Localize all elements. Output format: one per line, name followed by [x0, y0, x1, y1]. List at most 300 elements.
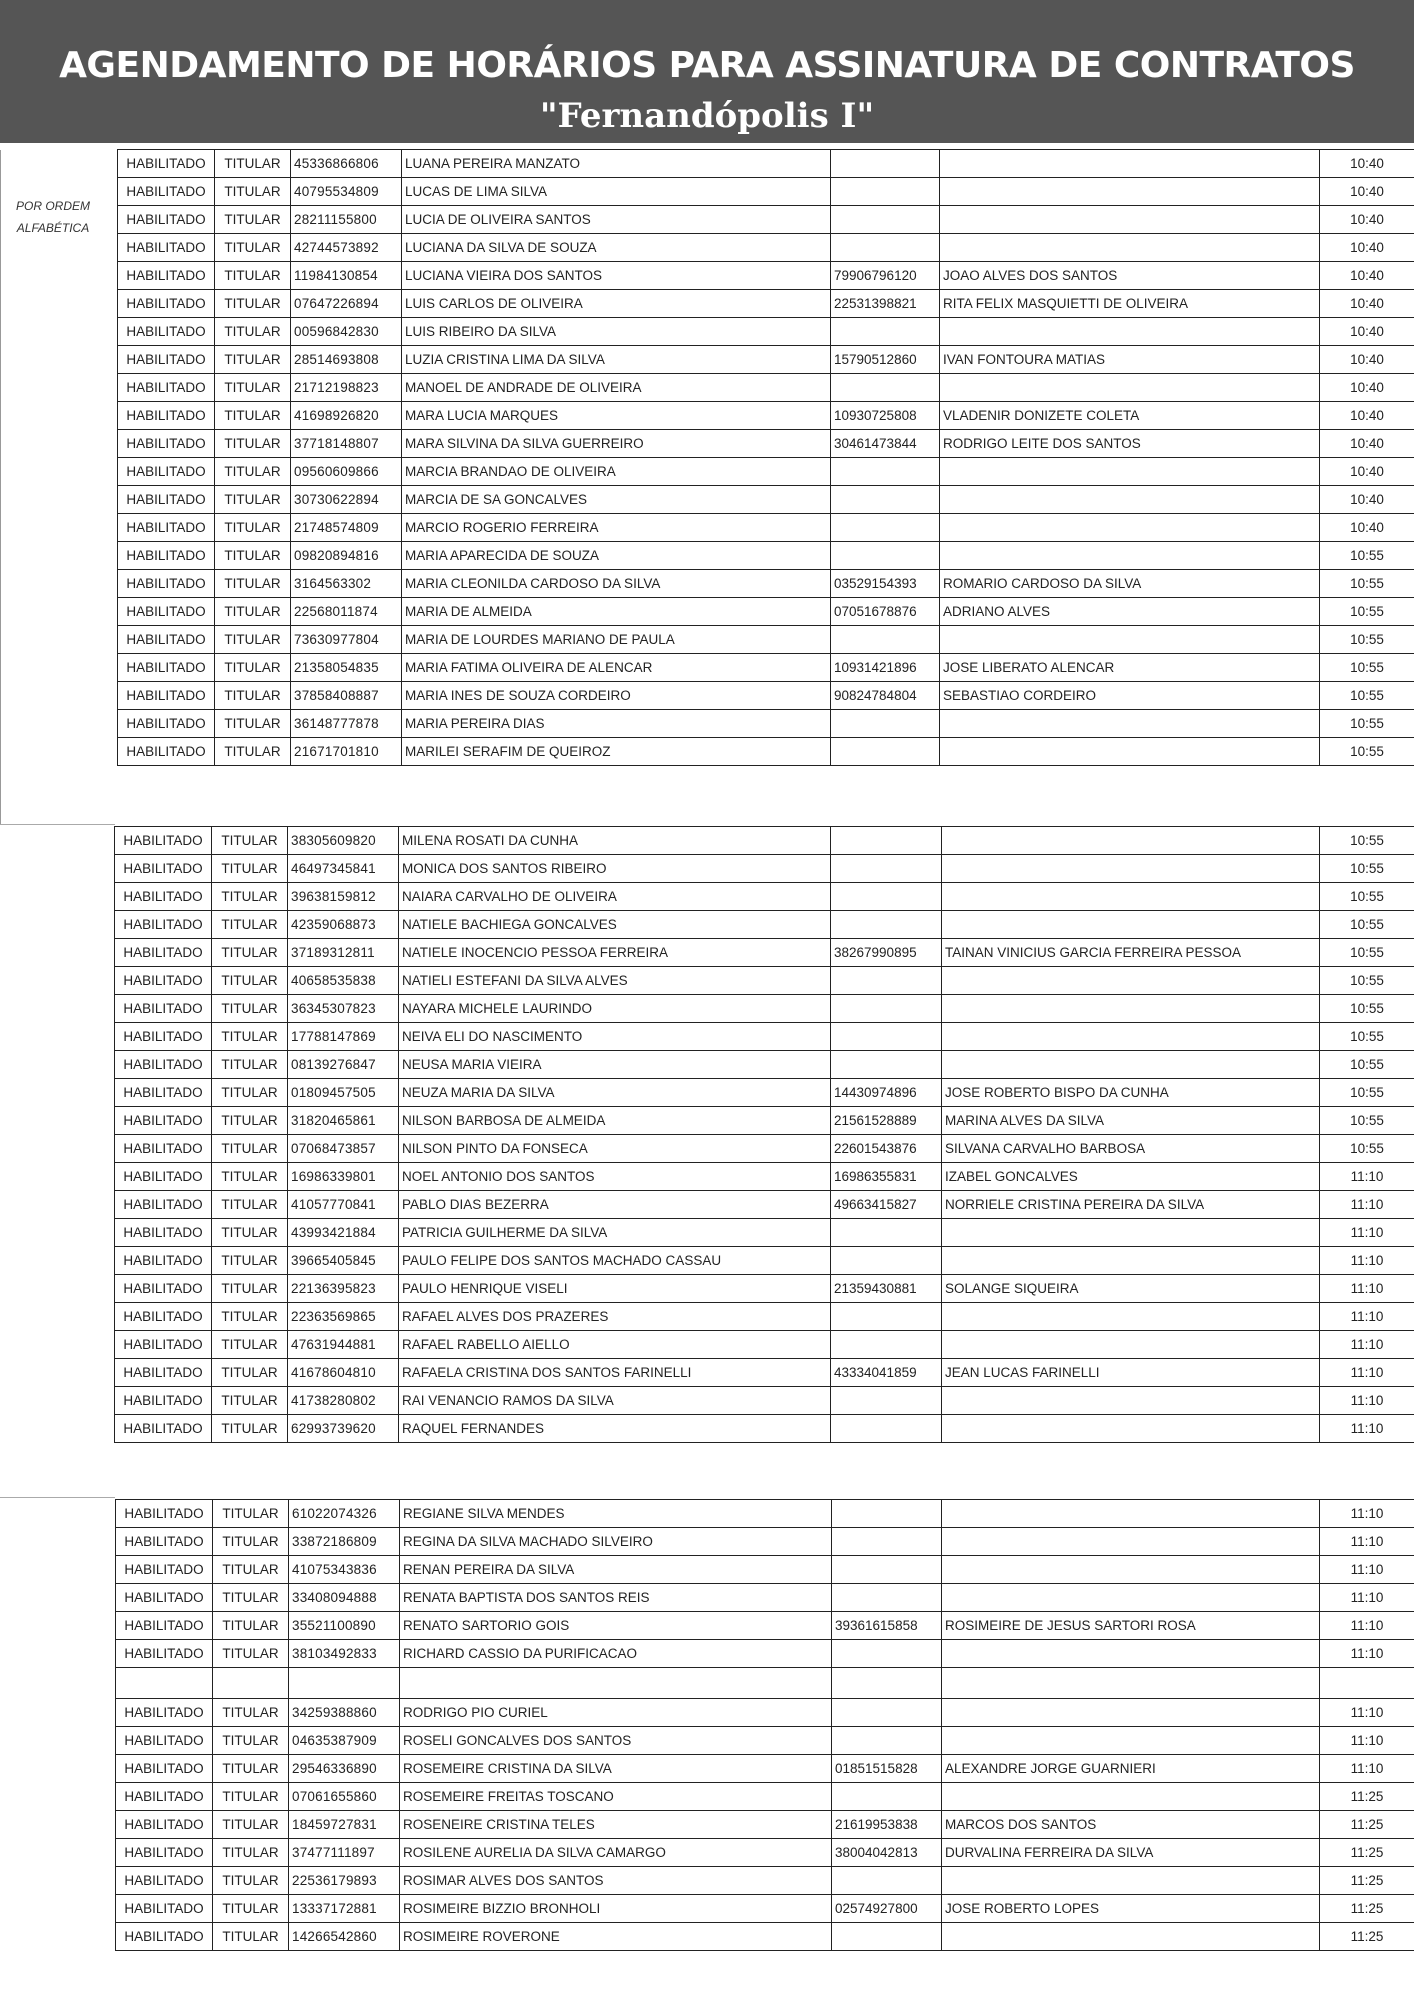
spouse-name-cell: [942, 1051, 1320, 1079]
cpf-cell: 08139276847: [288, 1051, 399, 1079]
name-cell: LUIS RIBEIRO DA SILVA: [402, 318, 831, 346]
spouse-name-cell: [942, 1219, 1320, 1247]
spouse-name-cell: [942, 1783, 1320, 1811]
time-cell: 10:55: [1320, 710, 1414, 738]
cpf-cell: 36345307823: [288, 995, 399, 1023]
spouse-name-cell: [940, 318, 1320, 346]
spouse-name-cell: [940, 150, 1320, 178]
spouse-cpf-cell: 01851515828: [832, 1755, 942, 1783]
type-cell: TITULAR: [212, 1359, 288, 1387]
status-cell: HABILITADO: [115, 1303, 212, 1331]
status-cell: HABILITADO: [115, 855, 212, 883]
time-cell: 11:10: [1320, 1331, 1414, 1359]
cpf-cell: 37477111897: [289, 1839, 400, 1867]
name-cell: ROSEMEIRE FREITAS TOSCANO: [400, 1783, 832, 1811]
spouse-cpf-cell: 15790512860: [831, 346, 940, 374]
cpf-cell: 40795534809: [291, 178, 402, 206]
cpf-cell: 39638159812: [288, 883, 399, 911]
status-cell: HABILITADO: [118, 206, 215, 234]
name-cell: PAULO HENRIQUE VISELI: [399, 1275, 831, 1303]
time-cell: 10:55: [1320, 1107, 1414, 1135]
status-cell: HABILITADO: [118, 738, 215, 766]
cpf-cell: 37858408887: [291, 682, 402, 710]
type-cell: TITULAR: [212, 1415, 288, 1443]
type-cell: TITULAR: [213, 1500, 289, 1528]
type-cell: TITULAR: [215, 570, 291, 598]
time-cell: 11:10: [1320, 1640, 1414, 1668]
schedule-row: [118, 374, 1414, 402]
spouse-name-cell: [942, 1556, 1320, 1584]
status-cell: HABILITADO: [115, 967, 212, 995]
page-header: [0, 0, 1414, 143]
schedule-row: [116, 1612, 1414, 1640]
cpf-cell: 00596842830: [291, 318, 402, 346]
spouse-cpf-cell: [831, 883, 942, 911]
time-cell: 11:10: [1320, 1415, 1414, 1443]
status-cell: HABILITADO: [118, 542, 215, 570]
spouse-cpf-cell: [831, 1247, 942, 1275]
cpf-cell: 29546336890: [289, 1755, 400, 1783]
spouse-name-cell: [942, 1387, 1320, 1415]
time-cell: 11:25: [1320, 1923, 1414, 1951]
spouse-name-cell: [942, 1500, 1320, 1528]
schedule-row: [116, 1839, 1414, 1867]
status-cell: HABILITADO: [118, 402, 215, 430]
schedule-row: [115, 1191, 1414, 1219]
status-cell: HABILITADO: [118, 234, 215, 262]
cpf-cell: 31820465861: [288, 1107, 399, 1135]
time-cell: 10:55: [1320, 939, 1414, 967]
spouse-name-cell: [940, 206, 1320, 234]
spouse-name-cell: [942, 1668, 1320, 1699]
cpf-cell: 22536179893: [289, 1867, 400, 1895]
spouse-cpf-cell: 38267990895: [831, 939, 942, 967]
schedule-row: [118, 234, 1414, 262]
schedule-row: [118, 430, 1414, 458]
spouse-cpf-cell: 22531398821: [831, 290, 940, 318]
spouse-name-cell: SEBASTIAO CORDEIRO: [940, 682, 1320, 710]
cpf-cell: 62993739620: [288, 1415, 399, 1443]
name-cell: NOEL ANTONIO DOS SANTOS: [399, 1163, 831, 1191]
type-cell: TITULAR: [213, 1839, 289, 1867]
schedule-row: [118, 682, 1414, 710]
type-cell: TITULAR: [213, 1783, 289, 1811]
type-cell: TITULAR: [215, 514, 291, 542]
status-cell: HABILITADO: [116, 1556, 213, 1584]
name-cell: ROSIMEIRE ROVERONE: [400, 1923, 832, 1951]
cpf-cell: 73630977804: [291, 626, 402, 654]
spouse-cpf-cell: [832, 1556, 942, 1584]
spouse-cpf-cell: [832, 1584, 942, 1612]
spouse-name-cell: JOSE ROBERTO BISPO DA CUNHA: [942, 1079, 1320, 1107]
time-cell: 11:10: [1320, 1528, 1414, 1556]
cpf-cell: 33872186809: [289, 1528, 400, 1556]
status-cell: HABILITADO: [115, 911, 212, 939]
spouse-name-cell: JOSE LIBERATO ALENCAR: [940, 654, 1320, 682]
status-cell: HABILITADO: [115, 1191, 212, 1219]
spouse-name-cell: [940, 738, 1320, 766]
spouse-name-cell: [942, 1023, 1320, 1051]
schedule-row: [115, 883, 1414, 911]
spouse-name-cell: [942, 1415, 1320, 1443]
name-cell: MARIA DE ALMEIDA: [402, 598, 831, 626]
status-cell: HABILITADO: [115, 1079, 212, 1107]
status-cell: HABILITADO: [115, 1135, 212, 1163]
time-cell: 11:10: [1320, 1612, 1414, 1640]
schedule-row: [115, 911, 1414, 939]
time-cell: 10:40: [1320, 234, 1414, 262]
time-cell: 10:55: [1320, 570, 1414, 598]
empty-row: [116, 1668, 1414, 1699]
name-cell: NEUZA MARIA DA SILVA: [399, 1079, 831, 1107]
cpf-cell: 47631944881: [288, 1331, 399, 1359]
name-cell: MANOEL DE ANDRADE DE OLIVEIRA: [402, 374, 831, 402]
cpf-cell: [289, 1668, 400, 1699]
spouse-cpf-cell: 02574927800: [832, 1895, 942, 1923]
type-cell: TITULAR: [212, 1387, 288, 1415]
schedule-row: [118, 710, 1414, 738]
spouse-cpf-cell: [831, 234, 940, 262]
type-cell: TITULAR: [212, 1079, 288, 1107]
spouse-name-cell: [940, 458, 1320, 486]
status-cell: HABILITADO: [115, 1107, 212, 1135]
sort-order-label-line1: POR ORDEM: [15, 199, 90, 213]
schedule-row: [118, 626, 1414, 654]
type-cell: TITULAR: [212, 1247, 288, 1275]
time-cell: 11:10: [1320, 1584, 1414, 1612]
schedule-row: [116, 1867, 1414, 1895]
spouse-cpf-cell: 16986355831: [831, 1163, 942, 1191]
spouse-name-cell: [940, 514, 1320, 542]
type-cell: TITULAR: [215, 486, 291, 514]
status-cell: HABILITADO: [118, 430, 215, 458]
spouse-cpf-cell: [832, 1528, 942, 1556]
time-cell: 11:10: [1320, 1500, 1414, 1528]
schedule-row: [118, 290, 1414, 318]
schedule-row: [115, 1135, 1414, 1163]
cpf-cell: 43993421884: [288, 1219, 399, 1247]
type-cell: TITULAR: [213, 1528, 289, 1556]
spouse-name-cell: [940, 626, 1320, 654]
type-cell: TITULAR: [212, 1051, 288, 1079]
name-cell: ROSELI GONCALVES DOS SANTOS: [400, 1727, 832, 1755]
schedule-row: [118, 738, 1414, 766]
time-cell: 11:10: [1320, 1755, 1414, 1783]
status-cell: HABILITADO: [118, 710, 215, 738]
status-cell: HABILITADO: [118, 598, 215, 626]
type-cell: TITULAR: [212, 1191, 288, 1219]
schedule-row: [115, 1275, 1414, 1303]
cpf-cell: 41057770841: [288, 1191, 399, 1219]
status-cell: HABILITADO: [116, 1811, 213, 1839]
spouse-cpf-cell: [831, 1303, 942, 1331]
status-cell: HABILITADO: [118, 150, 215, 178]
spouse-name-cell: IZABEL GONCALVES: [942, 1163, 1320, 1191]
type-cell: TITULAR: [212, 995, 288, 1023]
schedule-row: [116, 1640, 1414, 1668]
time-cell: 10:55: [1320, 1023, 1414, 1051]
name-cell: NILSON PINTO DA FONSECA: [399, 1135, 831, 1163]
type-cell: TITULAR: [212, 911, 288, 939]
spouse-cpf-cell: [832, 1727, 942, 1755]
cpf-cell: 18459727831: [289, 1811, 400, 1839]
time-cell: 10:40: [1320, 458, 1414, 486]
page-subtitle: "Fernandópolis I": [539, 96, 875, 136]
type-cell: TITULAR: [212, 939, 288, 967]
schedule-row: [115, 855, 1414, 883]
type-cell: TITULAR: [212, 1107, 288, 1135]
schedule-row: [116, 1923, 1414, 1951]
name-cell: MARCIO ROGERIO FERREIRA: [402, 514, 831, 542]
time-cell: 11:10: [1320, 1303, 1414, 1331]
spouse-name-cell: [942, 1247, 1320, 1275]
cpf-cell: 28211155800: [291, 206, 402, 234]
page-title: AGENDAMENTO DE HORÁRIOS PARA ASSINATURA DE CONTRATOS: [59, 45, 1355, 86]
time-cell: 11:10: [1320, 1275, 1414, 1303]
cpf-cell: 16986339801: [288, 1163, 399, 1191]
name-cell: NEIVA ELI DO NASCIMENTO: [399, 1023, 831, 1051]
name-cell: LUZIA CRISTINA LIMA DA SILVA: [402, 346, 831, 374]
type-cell: TITULAR: [212, 1023, 288, 1051]
schedule-row: [118, 346, 1414, 374]
type-cell: TITULAR: [212, 1303, 288, 1331]
spouse-cpf-cell: 07051678876: [831, 598, 940, 626]
type-cell: TITULAR: [215, 178, 291, 206]
schedule-row: [115, 827, 1414, 855]
cpf-cell: 22136395823: [288, 1275, 399, 1303]
schedule-row: [116, 1895, 1414, 1923]
schedule-row: [118, 542, 1414, 570]
spouse-name-cell: [942, 1331, 1320, 1359]
schedule-row: [118, 654, 1414, 682]
time-cell: 10:55: [1320, 626, 1414, 654]
time-cell: 10:40: [1320, 262, 1414, 290]
spouse-cpf-cell: [831, 855, 942, 883]
spouse-cpf-cell: 03529154393: [831, 570, 940, 598]
time-cell: 10:40: [1320, 178, 1414, 206]
cpf-cell: 46497345841: [288, 855, 399, 883]
time-cell: 11:25: [1320, 1811, 1414, 1839]
type-cell: [213, 1668, 289, 1699]
schedule-row: [115, 939, 1414, 967]
status-cell: HABILITADO: [118, 486, 215, 514]
time-cell: 11:10: [1320, 1191, 1414, 1219]
spouse-cpf-cell: 79906796120: [831, 262, 940, 290]
status-cell: HABILITADO: [116, 1895, 213, 1923]
status-cell: HABILITADO: [116, 1528, 213, 1556]
type-cell: TITULAR: [213, 1699, 289, 1727]
status-cell: HABILITADO: [116, 1755, 213, 1783]
status-cell: HABILITADO: [118, 318, 215, 346]
sort-order-label: [8, 195, 98, 239]
status-cell: HABILITADO: [116, 1699, 213, 1727]
schedule-block-2: [114, 826, 1414, 1443]
name-cell: MARIA FATIMA OLIVEIRA DE ALENCAR: [402, 654, 831, 682]
cpf-cell: 07647226894: [291, 290, 402, 318]
time-cell: 10:55: [1320, 542, 1414, 570]
status-cell: HABILITADO: [118, 570, 215, 598]
status-cell: HABILITADO: [118, 374, 215, 402]
cpf-cell: 34259388860: [289, 1699, 400, 1727]
schedule-row: [118, 486, 1414, 514]
schedule-row: [116, 1783, 1414, 1811]
name-cell: LUCIANA DA SILVA DE SOUZA: [402, 234, 831, 262]
time-cell: 10:40: [1320, 290, 1414, 318]
status-cell: HABILITADO: [118, 682, 215, 710]
spouse-name-cell: [942, 1584, 1320, 1612]
time-cell: 10:40: [1320, 374, 1414, 402]
spouse-cpf-cell: [831, 710, 940, 738]
time-cell: 10:40: [1320, 402, 1414, 430]
spouse-name-cell: RITA FELIX MASQUIETTI DE OLIVEIRA: [940, 290, 1320, 318]
name-cell: MARIA PEREIRA DIAS: [402, 710, 831, 738]
name-cell: NATIELI ESTEFANI DA SILVA ALVES: [399, 967, 831, 995]
status-cell: HABILITADO: [118, 290, 215, 318]
spouse-name-cell: SOLANGE SIQUEIRA: [942, 1275, 1320, 1303]
spouse-cpf-cell: 90824784804: [831, 682, 940, 710]
time-cell: 10:55: [1320, 682, 1414, 710]
time-cell: 10:40: [1320, 318, 1414, 346]
cpf-cell: 41075343836: [289, 1556, 400, 1584]
spouse-name-cell: [940, 710, 1320, 738]
name-cell: ROSILENE AURELIA DA SILVA CAMARGO: [400, 1839, 832, 1867]
name-cell: LUANA PEREIRA MANZATO: [402, 150, 831, 178]
cpf-cell: 41678604810: [288, 1359, 399, 1387]
name-cell: REGIANE SILVA MENDES: [400, 1500, 832, 1528]
spouse-cpf-cell: [831, 318, 940, 346]
cpf-cell: 11984130854: [291, 262, 402, 290]
name-cell: MARIA CLEONILDA CARDOSO DA SILVA: [402, 570, 831, 598]
name-cell: MILENA ROSATI DA CUNHA: [399, 827, 831, 855]
name-cell: ROSIMAR ALVES DOS SANTOS: [400, 1867, 832, 1895]
spouse-cpf-cell: 21359430881: [831, 1275, 942, 1303]
cpf-cell: 42359068873: [288, 911, 399, 939]
cpf-cell: 07068473857: [288, 1135, 399, 1163]
spouse-cpf-cell: [831, 486, 940, 514]
cpf-cell: 3164563302: [291, 570, 402, 598]
spouse-name-cell: [942, 1867, 1320, 1895]
schedule-row: [118, 570, 1414, 598]
schedule-row: [115, 1219, 1414, 1247]
type-cell: TITULAR: [213, 1584, 289, 1612]
time-cell: 10:40: [1320, 486, 1414, 514]
cpf-cell: 21358054835: [291, 654, 402, 682]
cpf-cell: 04635387909: [289, 1727, 400, 1755]
type-cell: TITULAR: [215, 374, 291, 402]
schedule-row: [116, 1528, 1414, 1556]
spouse-cpf-cell: 38004042813: [832, 1839, 942, 1867]
name-cell: RAFAEL RABELLO AIELLO: [399, 1331, 831, 1359]
block-separator-2: [0, 1497, 115, 1498]
type-cell: TITULAR: [212, 855, 288, 883]
type-cell: TITULAR: [215, 262, 291, 290]
status-cell: HABILITADO: [118, 262, 215, 290]
type-cell: TITULAR: [215, 290, 291, 318]
type-cell: TITULAR: [215, 738, 291, 766]
cpf-cell: 28514693808: [291, 346, 402, 374]
spouse-name-cell: IVAN FONTOURA MATIAS: [940, 346, 1320, 374]
time-cell: 11:25: [1320, 1895, 1414, 1923]
spouse-name-cell: RODRIGO LEITE DOS SANTOS: [940, 430, 1320, 458]
spouse-name-cell: JOSE ROBERTO LOPES: [942, 1895, 1320, 1923]
type-cell: TITULAR: [213, 1923, 289, 1951]
schedule-row: [115, 1079, 1414, 1107]
name-cell: NAYARA MICHELE LAURINDO: [399, 995, 831, 1023]
type-cell: TITULAR: [215, 430, 291, 458]
schedule-row: [118, 262, 1414, 290]
schedule-row: [115, 1359, 1414, 1387]
status-cell: HABILITADO: [116, 1923, 213, 1951]
schedule-row: [115, 1331, 1414, 1359]
type-cell: TITULAR: [213, 1727, 289, 1755]
spouse-cpf-cell: 30461473844: [831, 430, 940, 458]
cpf-cell: 33408094888: [289, 1584, 400, 1612]
schedule-row: [118, 402, 1414, 430]
cpf-cell: 61022074326: [289, 1500, 400, 1528]
time-cell: 11:10: [1320, 1387, 1414, 1415]
spouse-cpf-cell: [831, 514, 940, 542]
spouse-cpf-cell: [832, 1500, 942, 1528]
type-cell: TITULAR: [213, 1556, 289, 1584]
type-cell: TITULAR: [213, 1612, 289, 1640]
name-cell: MARA SILVINA DA SILVA GUERREIRO: [402, 430, 831, 458]
spouse-name-cell: ROSIMEIRE DE JESUS SARTORI ROSA: [942, 1612, 1320, 1640]
time-cell: 11:10: [1320, 1163, 1414, 1191]
cpf-cell: 40658535838: [288, 967, 399, 995]
name-cell: MONICA DOS SANTOS RIBEIRO: [399, 855, 831, 883]
time-cell: 11:25: [1320, 1839, 1414, 1867]
spouse-name-cell: [942, 855, 1320, 883]
spouse-name-cell: [942, 1727, 1320, 1755]
spouse-name-cell: SILVANA CARVALHO BARBOSA: [942, 1135, 1320, 1163]
status-cell: HABILITADO: [116, 1839, 213, 1867]
cpf-cell: 21671701810: [291, 738, 402, 766]
status-cell: HABILITADO: [116, 1584, 213, 1612]
schedule-row: [115, 967, 1414, 995]
status-cell: HABILITADO: [115, 1051, 212, 1079]
schedule-row: [118, 514, 1414, 542]
name-cell: LUCAS DE LIMA SILVA: [402, 178, 831, 206]
type-cell: TITULAR: [213, 1867, 289, 1895]
spouse-cpf-cell: [831, 1331, 942, 1359]
type-cell: TITULAR: [215, 402, 291, 430]
cpf-cell: 38305609820: [288, 827, 399, 855]
time-cell: 10:40: [1320, 346, 1414, 374]
time-cell: 11:10: [1320, 1556, 1414, 1584]
status-cell: HABILITADO: [118, 626, 215, 654]
spouse-name-cell: ALEXANDRE JORGE GUARNIERI: [942, 1755, 1320, 1783]
cpf-cell: 35521100890: [289, 1612, 400, 1640]
time-cell: 10:55: [1320, 1079, 1414, 1107]
time-cell: 11:10: [1320, 1699, 1414, 1727]
spouse-cpf-cell: 10931421896: [831, 654, 940, 682]
name-cell: MARIA APARECIDA DE SOUZA: [402, 542, 831, 570]
name-cell: LUCIA DE OLIVEIRA SANTOS: [402, 206, 831, 234]
spouse-name-cell: [942, 883, 1320, 911]
spouse-name-cell: VLADENIR DONIZETE COLETA: [940, 402, 1320, 430]
spouse-cpf-cell: [832, 1668, 942, 1699]
block-frame-1: [0, 150, 1, 824]
status-cell: HABILITADO: [115, 1023, 212, 1051]
name-cell: RAFAELA CRISTINA DOS SANTOS FARINELLI: [399, 1359, 831, 1387]
type-cell: TITULAR: [212, 1163, 288, 1191]
status-cell: HABILITADO: [118, 458, 215, 486]
spouse-cpf-cell: [832, 1923, 942, 1951]
spouse-name-cell: [942, 1699, 1320, 1727]
name-cell: RAI VENANCIO RAMOS DA SILVA: [399, 1387, 831, 1415]
spouse-cpf-cell: 21561528889: [831, 1107, 942, 1135]
schedule-row: [118, 598, 1414, 626]
